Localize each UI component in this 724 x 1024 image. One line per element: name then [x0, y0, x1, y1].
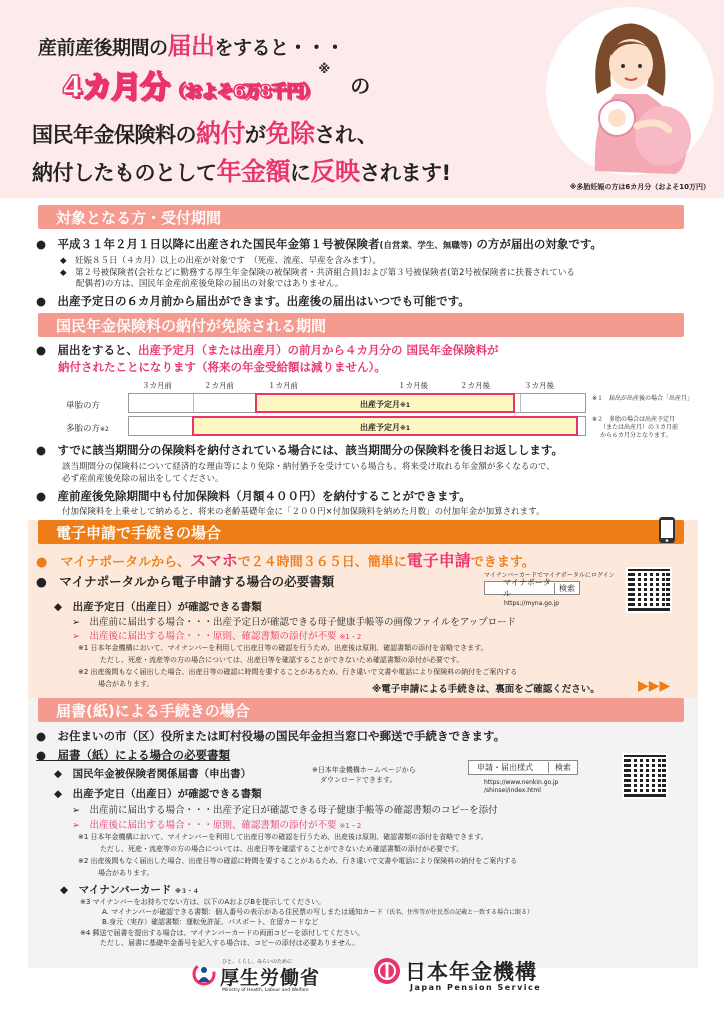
exemption-b1b: 出産予定月（または出産月）の前月から４カ月分の 国民年金保険料が [138, 343, 499, 357]
row-multi-label: 多胎の方 [66, 424, 101, 434]
e-app-b1d: 電子申請 [406, 551, 471, 570]
e-app-doc-heading: ◆ 出産予定日（出産日）が確認できる書類 [54, 601, 262, 613]
mynumber-card-mark: ※３・４ [175, 888, 199, 895]
hero-line4-a: 納付したものとして [32, 161, 217, 185]
exemption-bullet-1 [36, 342, 499, 358]
pregnant-woman-illustration [545, 6, 715, 176]
myna-search-text: マイナポータル [503, 578, 551, 598]
paper-bullet-1: ● お住まいの市（区）役所または町村役場の国民年金担当窓口や郵送で手続きできます。 [36, 729, 506, 743]
additional-bullet: ● 産前産後免除期間中も付加保険料（月額４００円）を納付することができます。 [36, 489, 471, 503]
nenkin-url-1[interactable]: https://www.nenkin.go.jp [484, 779, 559, 786]
row-single: 単胎の方 [66, 401, 101, 411]
additional-sub: 付加保険料を上乗せして納めると、将来の老齢基礎年金に「２００円×付加保険料を納めた月数」の付加年金が加算されます。 [62, 507, 545, 517]
e-app-b1e: できます。 [470, 555, 535, 570]
hero-note: ※多胎妊娠の方は6カ月分（およそ10万円） [569, 183, 710, 191]
hero-line3-d: 免除 [265, 119, 315, 148]
e-app-note-1a: ※1 日本年金機構において、マイナンバーを利用して出産日等の確認を行うため、出産後は原則、確認書類の添付を省略できます。 [78, 644, 488, 652]
e-app-doc-before: ➢ 出産前に届出する場合・・・出産予定日が確認できる母子健康手帳等の画像ファイルをアップロード [72, 617, 517, 628]
paper-bullet-2: ● 届書（紙）による場合の必要書類 [36, 748, 231, 762]
mhlw-tagline: ひと、くらし、みらいのために [222, 959, 293, 965]
section-title-eligibility: 対象となる方・受付期間 [38, 205, 684, 229]
hero-line-3 [32, 114, 377, 150]
nenkin-search-button[interactable]: 検索 [548, 762, 577, 773]
hero-line1-c: をすると・・・ [214, 37, 345, 59]
jps-name: 日本年金機構 [405, 960, 537, 984]
nenkin-search-text: 申請・届出様式 [477, 763, 533, 772]
eligibility-sub-2b: 配偶者)の方は、国民年金産前産後免除の届出の対象ではありません。 [76, 279, 344, 289]
paper-doc-before: ➢ 出産前に届出する場合・・・出産予定日が確認できる母子健康手帳等の確認書類のコピーを添付 [72, 805, 498, 816]
hero-line4-e: されます! [359, 161, 451, 185]
row-multi [66, 422, 109, 434]
bar-single-mark: ※1 [399, 402, 410, 409]
hero-line3-b: 納付 [196, 119, 246, 148]
arrows-icon: ▶▶▶ [638, 678, 671, 694]
e-app-b1c: で２４時間３６５日、簡単に [237, 555, 407, 570]
table-note-2b: （または出産月）の３カ月前 [600, 424, 679, 431]
paper-form-heading: ◆ 国民年金被保険者関係届書（申出書） [54, 768, 252, 780]
nenkin-url-2[interactable]: /shinsei/index.html [484, 787, 541, 794]
paper-doc-heading: ◆ 出産予定日（出産日）が確認できる書類 [54, 788, 262, 800]
eligibility-sub-1: ◆ 妊娠８５日（４カ月）以上の出産が対象です （死産、流産、早産を含みます）。 [60, 256, 382, 266]
refund-sub-2: 必ず産前産後免除の届出をしてください。 [62, 474, 224, 484]
mynumber-card-label: ◆ マイナンバーカード [60, 884, 172, 896]
e-app-bullet-1 [36, 548, 535, 571]
mhlw-name-en: Ministry of Health, Labour and Welfare [222, 988, 309, 993]
hero-line-1 [38, 26, 344, 61]
exemption-b1c: 納付されたことになります（将来の年金受給額は減りません）。 [58, 360, 386, 374]
hero-line4-c: に [290, 161, 311, 185]
e-app-note-1b: ただし、死産・流産等の方の場合については、出産日等を確認することができないため確認書類の添付が必要です。 [100, 656, 464, 664]
jps-name-en: Japan Pension Service [410, 983, 542, 992]
e-app-note-2a: ※2 出産後間もなく届出した場合、出産日等の確認に時間を要することがあるため、行き違いで文書や電話により保険料の納付をご案内する [78, 668, 518, 676]
col-2m-after: ２カ月後 [460, 381, 490, 390]
hero-line3-e: され、 [314, 123, 378, 147]
paper-note-2b: 場合があります。 [98, 869, 154, 877]
paper-doc-after-mark: ※1・2 [339, 822, 362, 830]
mynumber-card-heading [60, 882, 199, 897]
e-app-back-note: ※電子申請による手続きは、裏面をご確認ください。 [372, 684, 600, 695]
hero-line4-b: 年金額 [216, 157, 291, 186]
nenkin-search-box[interactable] [468, 760, 578, 775]
e-app-b1b: スマホ [190, 551, 238, 570]
table-note-1: ※１ 届出が出産後の場合「出産月」 [592, 395, 694, 402]
myna-search-box[interactable] [484, 578, 580, 598]
myna-url[interactable]: https://myna.go.jp [504, 600, 560, 607]
col-3m-after: ３カ月後 [524, 381, 554, 390]
paper-note-3b: B.身元（実存）確認書類：運転免許証、パスポート、在留カードなど [102, 918, 319, 926]
e-app-doc-after-mark: ※1・2 [339, 633, 362, 641]
myna-search-button[interactable]: 検索 [554, 583, 579, 594]
eligibility-sub-2: ◆ 第２号被保険者(会社などに勤務する厚生年金保険の被保険者・共済組合員)および第３号被保険者(第2号被保険者に扶養されている [60, 268, 575, 278]
paper-note-4b: ただし、届書に基礎年金番号を記入する場合は、コピーの添付は必要ありません。 [100, 939, 360, 947]
eligibility-b1-end: の方が届出の対象です。 [472, 237, 602, 251]
eligibility-bullet-1 [36, 236, 602, 252]
e-app-doc-after [72, 628, 361, 642]
hero-line-2 [62, 62, 370, 106]
col-2m-before: ２カ月前 [204, 381, 234, 390]
hero-asterisk: ※ [318, 62, 331, 76]
eligibility-b1-text: ● 平成３１年２月１日以降に出産された国民年金第１号被保険者 [36, 237, 380, 251]
refund-bullet: ● すでに該当期間分の保険料を納付されている場合には、該当期間分の保険料を後日お返しします。 [36, 443, 563, 457]
hero-line2-no: の [350, 74, 371, 98]
table-note-2a: ※２ 多胎の場合は出産予定月 [592, 416, 676, 423]
eligibility-b1-small: (自営業、学生、無職等) [379, 241, 473, 251]
paper-note-1a: ※1 日本年金機構において、マイナンバーを利用して出産日等の確認を行うため、出産後は原則、確認書類の添付を省略できます。 [78, 833, 488, 841]
exemption-b1a: ● 届出をすると、 [36, 343, 139, 357]
refund-sub-1: 該当期間分の保険料について経済的な理由等により免除・納付猶予を受けている場合も、将来受け取れる年金額が多くなるので、 [62, 462, 555, 472]
eligibility-bullet-2: ● 出産予定日の６カ月前から届出ができます。出産後の届出はいつでも可能です。 [36, 294, 470, 308]
bar-single [255, 393, 515, 413]
hero-four-months: 4カ月分 [62, 70, 169, 105]
hero-line4-d: 反映 [310, 157, 360, 186]
paper-form-note-1: ※日本年金機構ホームページから [312, 766, 416, 774]
e-app-b1a: ● マイナポータルから、 [36, 555, 191, 570]
jps-logo-icon [372, 956, 402, 986]
paper-note-4a: ※4 郵送で届書を提出する場合は、マイナンバーカードの両面コピーを添付してください。 [80, 929, 365, 937]
smartphone-icon [656, 516, 678, 544]
hero-line3-c: が [245, 123, 266, 147]
e-app-bullet-2: ● マイナポータルから電子申請する場合の必要書類 [36, 574, 335, 589]
paper-doc-after [72, 817, 361, 831]
e-app-note-2b: 場合があります。 [98, 680, 154, 688]
paper-note-2a: ※2 出産後間もなく届出した場合、出産日等の確認に時間を要することがあるため、行き違いで文書や電話により保険料の納付をご案内する [78, 857, 518, 865]
section-title-exemption-period: 国民年金保険料の納付が免除される期間 [38, 313, 684, 337]
hero-amount: （およそ6万8千円） [168, 82, 319, 102]
bar-multi [192, 416, 578, 436]
mhlw-logo-icon [192, 962, 216, 986]
col-3m-before: ３カ月前 [142, 381, 172, 390]
paper-note-3: ※3 マイナンバーをお持ちでない方は、以下のAおよびBを提示してください。 [80, 898, 326, 906]
myna-caption: マイナンバーカードでマイナポータルにログイン [484, 572, 615, 579]
bar-single-label: 出産予定月 [359, 400, 400, 409]
paper-doc-after-text: ➢ 出産後に届出する場合・・・原則、確認書類の添付が不要 [72, 820, 337, 831]
paper-note-3a [102, 907, 533, 917]
section-title-paper: 届書(紙)による手続きの場合 [38, 698, 684, 722]
mhlw-name: 厚生労働省 [220, 967, 321, 989]
bar-multi-mark: ※1 [399, 425, 410, 432]
paper-note-1b: ただし、死産・流産等の方の場合については、出産日等を確認することができないため確認書類の添付が必要です。 [100, 845, 464, 853]
section-title-e-application: 電子申請で手続きの場合 [38, 520, 684, 544]
e-app-doc-after-text: ➢ 出産後に届出する場合・・・原則、確認書類の添付が不要 [72, 631, 337, 642]
paper-note-3a-small: （氏名、住所等が住民票の記載と一致する場合に限る） [383, 909, 534, 916]
paper-form-note-2: ダウンロードできます。 [320, 776, 397, 784]
hero-line-4 [32, 152, 451, 188]
col-1m-after: １カ月後 [398, 381, 428, 390]
hero-line1-b: 届出 [167, 32, 215, 60]
row-multi-mark: ※2 [100, 426, 109, 433]
hero-line1-a: 産前産後期間の [38, 37, 168, 59]
col-1m-before: １カ月前 [268, 381, 298, 390]
nenkin-qr-code [622, 753, 668, 799]
hero-line3-a: 国民年金保険料の [32, 123, 196, 147]
bar-multi-label: 出産予定月 [359, 423, 400, 432]
myna-qr-code [626, 567, 672, 613]
table-note-2c: から６カ月分となります。 [600, 432, 672, 439]
hero-banner [0, 0, 724, 198]
paper-note-3a-text: A. マイナンバーが確認できる書類：個人番号の表示がある住民票の写しまたは通知カード [102, 908, 384, 916]
